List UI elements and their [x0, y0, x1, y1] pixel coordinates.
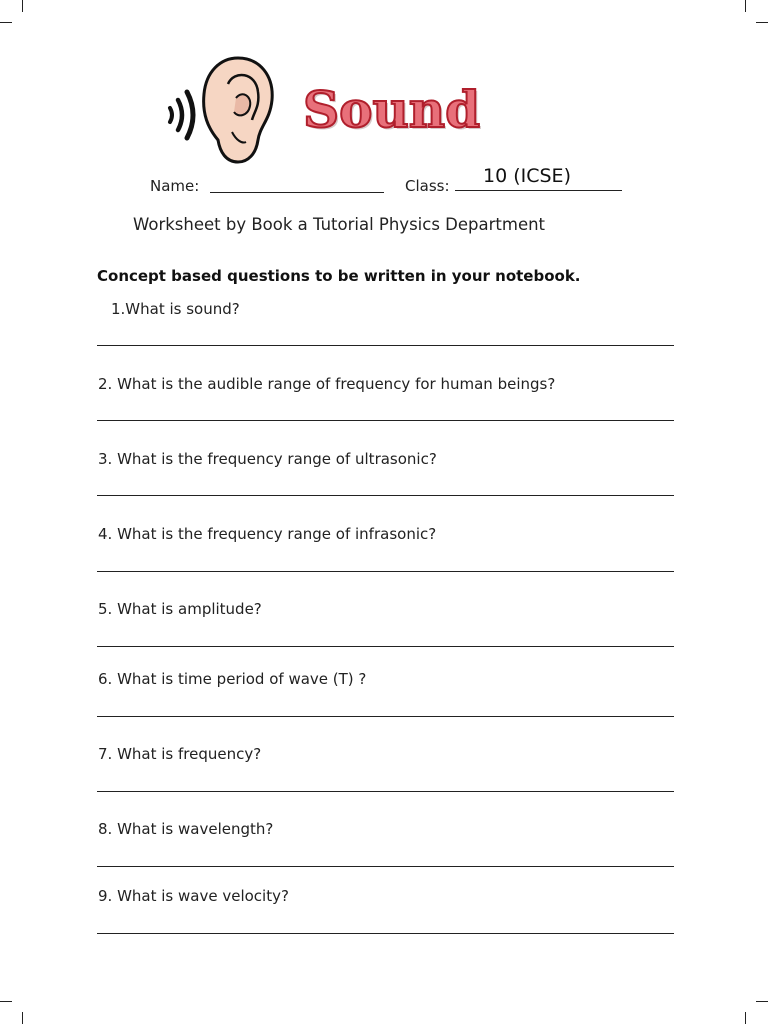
crop-mark-bottom-left [0, 1001, 12, 1002]
question-8: 8. What is wavelength? [98, 820, 274, 838]
class-label: Class: [405, 177, 450, 195]
name-field-line[interactable] [210, 192, 384, 193]
answer-line-1[interactable] [97, 345, 674, 346]
answer-line-6[interactable] [97, 716, 674, 717]
class-field-line[interactable] [455, 190, 622, 191]
question-7: 7. What is frequency? [98, 745, 262, 763]
name-label: Name: [150, 177, 200, 195]
crop-mark-top-left [0, 22, 12, 23]
crop-mark-top-right [756, 22, 768, 23]
crop-mark-bottom-right-v [745, 1012, 746, 1024]
crop-mark-top-left-v [22, 0, 23, 12]
question-1: 1.What is sound? [111, 300, 240, 318]
question-2: 2. What is the audible range of frequency for human beings? [98, 375, 556, 393]
answer-line-8[interactable] [97, 866, 674, 867]
question-3: 3. What is the frequency range of ultrasonic? [98, 450, 437, 468]
crop-mark-bottom-left-v [22, 1012, 23, 1024]
question-6: 6. What is time period of wave (T) ? [98, 670, 367, 688]
worksheet-title: Sound [303, 80, 481, 139]
class-value: 10 (ICSE) [483, 165, 571, 187]
answer-line-9[interactable] [97, 933, 674, 934]
instruction-text: Concept based questions to be written in your notebook. [97, 267, 581, 285]
ear-icon [198, 54, 278, 166]
crop-mark-top-right-v [745, 0, 746, 12]
answer-line-5[interactable] [97, 646, 674, 647]
answer-line-3[interactable] [97, 495, 674, 496]
question-9: 9. What is wave velocity? [98, 887, 289, 905]
answer-line-2[interactable] [97, 420, 674, 421]
answer-line-4[interactable] [97, 571, 674, 572]
question-4: 4. What is the frequency range of infrasonic? [98, 525, 437, 543]
question-5: 5. What is amplitude? [98, 600, 262, 618]
worksheet-subtitle: Worksheet by Book a Tutorial Physics Department [133, 215, 546, 234]
crop-mark-bottom-right [756, 1001, 768, 1002]
answer-line-7[interactable] [97, 791, 674, 792]
